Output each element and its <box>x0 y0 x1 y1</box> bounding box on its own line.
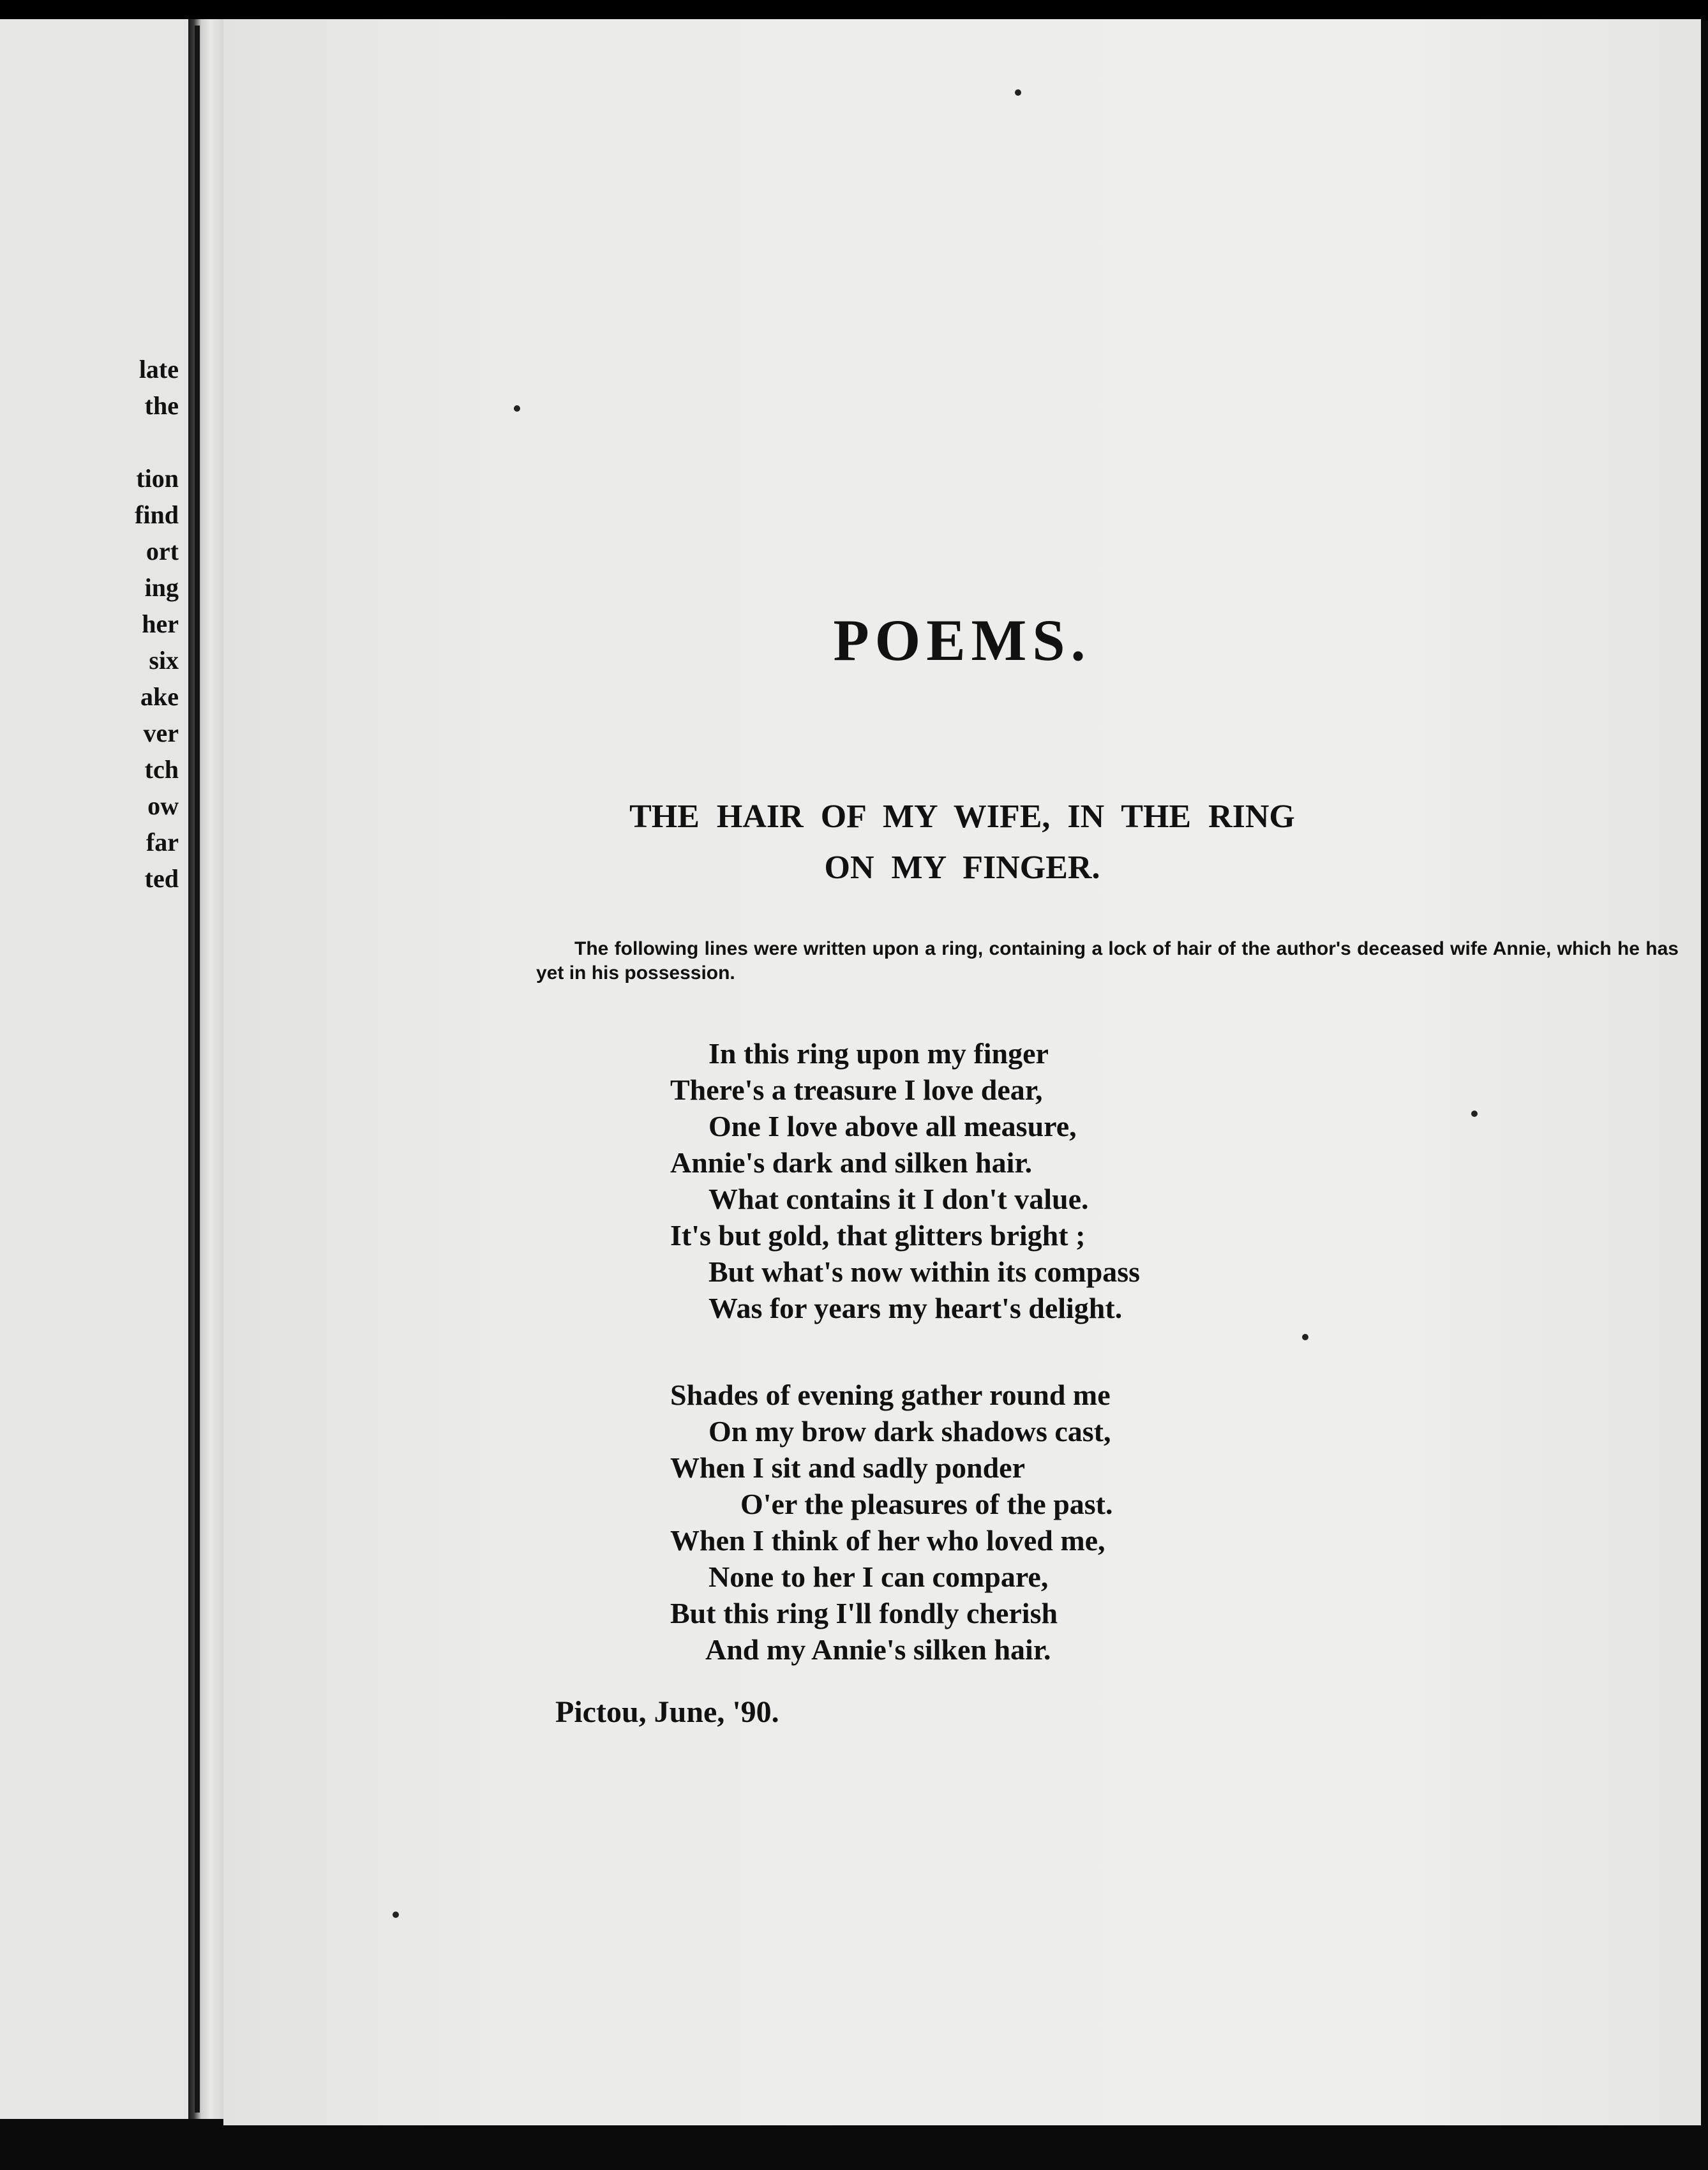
stanza-1 <box>670 1035 1140 1326</box>
left-fragment: late <box>139 355 179 384</box>
left-fragment: ow <box>147 791 179 820</box>
place-and-date: Pictou, June, '90. <box>555 1695 779 1729</box>
left-fragment: six <box>149 646 179 675</box>
left-fragment: ver <box>143 719 179 747</box>
left-fragment: far <box>146 828 179 857</box>
poem-title-line2: ON MY FINGER. <box>824 849 1100 886</box>
left-fragment <box>135 424 179 460</box>
left-fragment: tion <box>136 464 179 493</box>
right-page <box>223 19 1701 2125</box>
left-fragment: ing <box>144 573 179 602</box>
page-heading: POEMS. <box>833 608 1091 673</box>
ink-speck <box>1302 1334 1308 1340</box>
left-page-text-fragments <box>135 351 179 897</box>
verse-line: It's but gold, that glitters bright ; <box>670 1219 1086 1252</box>
verse-line: When I sit and sadly ponder <box>670 1451 1025 1484</box>
left-fragment: ted <box>144 864 179 893</box>
verse-line: And my Annie's silken hair. <box>705 1633 1051 1666</box>
verse-line: O'er the pleasures of the past. <box>740 1488 1113 1520</box>
verse-line: Annie's dark and silken hair. <box>670 1146 1033 1179</box>
ink-speck <box>1015 89 1021 96</box>
verse-line: What contains it I don't value. <box>708 1183 1089 1215</box>
left-fragment: ort <box>146 537 179 565</box>
gutter-fold-line <box>195 26 200 2113</box>
verse-line: On my brow dark shadows cast, <box>708 1415 1111 1448</box>
left-facing-page <box>0 19 191 2119</box>
verse-line: None to her I can compare, <box>708 1560 1049 1593</box>
verse-line: Shades of evening gather round me <box>670 1379 1111 1411</box>
left-fragment: tch <box>144 755 179 784</box>
left-fragment: her <box>142 610 179 638</box>
verse-line: There's a treasure I love dear, <box>670 1074 1043 1106</box>
left-fragment: ake <box>140 682 179 711</box>
verse-line: Was for years my heart's delight. <box>708 1292 1123 1324</box>
poem-title-line1: THE HAIR OF MY WIFE, IN THE RING <box>629 798 1295 835</box>
verse-line: One I love above all measure, <box>708 1110 1077 1142</box>
poem-introductory-note: The following lines were written upon a ring, containing a lock of hair of the author's deceased wife Annie, which he has yet in his possession. <box>536 938 1679 984</box>
verse-line: In this ring upon my finger <box>708 1037 1049 1070</box>
scan-border-top <box>0 0 1708 20</box>
page-content <box>223 19 1701 2125</box>
verse-line: When I think of her who loved me, <box>670 1524 1105 1557</box>
poem-title <box>223 791 1701 894</box>
left-fragment: the <box>144 391 179 420</box>
ink-speck <box>514 405 520 412</box>
ink-speck <box>393 1912 399 1918</box>
left-fragment: find <box>135 500 179 529</box>
verse-line: But this ring I'll fondly cherish <box>670 1597 1058 1629</box>
verse-line: But what's now within its compass <box>708 1255 1141 1288</box>
ink-speck <box>1471 1111 1478 1117</box>
book-gutter <box>188 19 225 2119</box>
stanza-2 <box>670 1377 1113 1668</box>
